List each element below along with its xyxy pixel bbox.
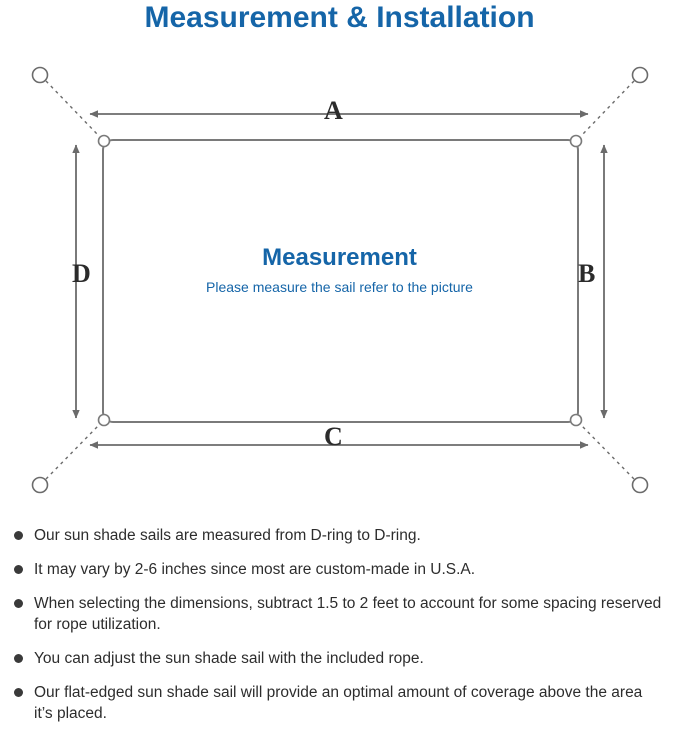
bullet-icon (14, 565, 23, 574)
note-text: Our flat-edged sun shade sail will provide an optimal amount of coverage above the area it’s placed. (34, 684, 643, 722)
dimension-label-a: A (324, 96, 343, 125)
bullet-icon (14, 599, 23, 608)
list-item (14, 682, 665, 724)
bullet-icon (14, 654, 23, 663)
rope-top-right (582, 81, 634, 135)
note-text: When selecting the dimensions, subtract 1.5 to 2 feet to account for some spacing reserved for rope utilization. (34, 595, 662, 633)
list-item (14, 525, 665, 546)
note-text: You can adjust the sun shade sail with the included rope. (34, 650, 424, 667)
note-text: It may vary by 2-6 inches since most are custom-made in U.S.A. (34, 561, 476, 578)
notes-list (0, 525, 679, 737)
rope-bottom-left (46, 426, 98, 479)
anchor-point-top-left (33, 68, 48, 83)
page-title: Measurement & Installation (144, 1, 535, 34)
measurement-diagram (0, 44, 679, 514)
list-item (14, 593, 665, 635)
anchor-point-top-right (633, 68, 648, 83)
d-ring-bottom-right (571, 415, 582, 426)
list-item (14, 648, 665, 669)
d-ring-top-right (571, 136, 582, 147)
d-ring-bottom-left (99, 415, 110, 426)
rope-bottom-right (582, 426, 634, 479)
dimension-label-c: C (324, 422, 343, 451)
anchor-point-bottom-right (633, 478, 648, 493)
list-item (14, 559, 665, 580)
d-ring-top-left (99, 136, 110, 147)
bullet-icon (14, 531, 23, 540)
dimension-label-b: B (578, 259, 596, 288)
note-text: Our sun shade sails are measured from D-ring to D-ring. (34, 527, 421, 544)
bullet-icon (14, 688, 23, 697)
diagram-center-subtitle: Please measure the sail refer to the picture (206, 279, 473, 295)
dimension-label-d: D (72, 259, 91, 288)
anchor-point-bottom-left (33, 478, 48, 493)
diagram-center-title: Measurement (262, 244, 417, 271)
rope-top-left (46, 81, 98, 135)
